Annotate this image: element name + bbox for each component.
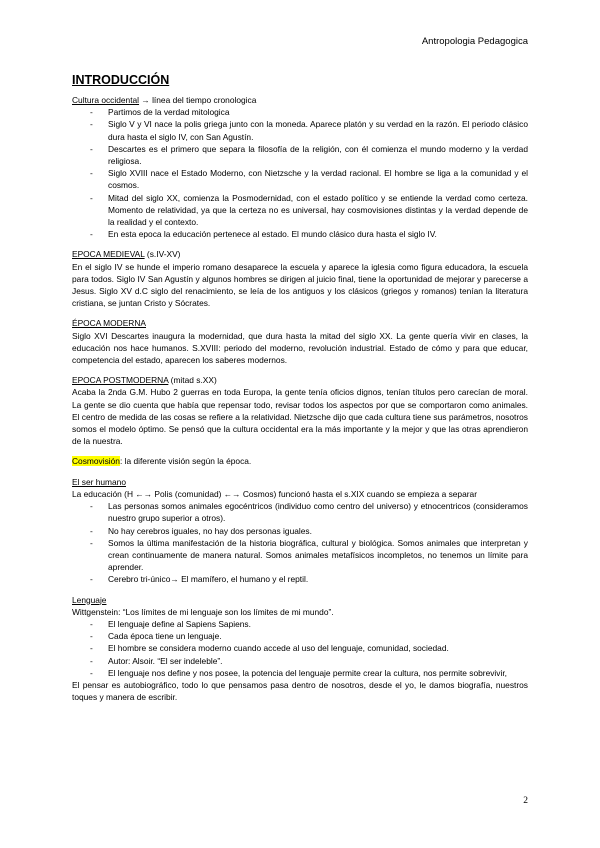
- bullet-list: [72, 500, 528, 585]
- list-item: - El lenguaje define al Sapiens Sapiens.: [108, 618, 528, 630]
- page-title: INTRODUCCIÓN: [72, 73, 170, 87]
- heading-rest: (s.IV-XV): [144, 249, 181, 260]
- section-ser-humano: [72, 476, 528, 586]
- list-item: - Siglo V y VI nace la polis griega junto con la moneda. Aparece platón y su verdad en la razón. El periodo clásico dura hasta el siglo IV, con San Agustín.: [108, 118, 528, 142]
- paragraph: El pensar es autobiográfico, todo lo que pensamos pasa dentro de nosotros, desde el yo, le damos biografía, nuestros toques y manera de escribir.: [72, 679, 528, 703]
- section-heading: [72, 94, 528, 106]
- section-epoca-medieval: [72, 248, 528, 309]
- definition-text: : la diferente visión según la época.: [119, 456, 252, 467]
- bullet-list: [72, 106, 528, 240]
- paragraph: Acaba la 2nda G.M. Hubo 2 guerras en toda Europa, la gente tenía oficios dignos, tenían títulos pero carecían de moral. La gente se dio cuenta que había que repensar todo, revisar todos los aspectos por que se comportaron como animales. El centro de medida de las cosas se refiere a la relatividad. Nietzsche dijo que cada cultura tiene sus parámetros, nosotros somos el modelo óptimo. Se pensó que la cultura occidental era la más importante y la mejor y que las otras aprendieron de la nuestra.: [72, 387, 528, 447]
- highlighted-term: Cosmovisión: [72, 456, 120, 467]
- list-item: - El lenguaje nos define y nos posee, la potencia del lenguaje permite crear la cultura, nos permite sobrevivir,: [108, 667, 528, 679]
- section-epoca-moderna: [72, 317, 528, 366]
- heading-label: ÉPOCA MODERNA: [72, 318, 146, 329]
- bullet-list: [72, 618, 528, 679]
- paragraph: En el siglo IV se hunde el imperio romano desaparece la escuela y aparece la iglesia como figura educadora, la escuela para todos. Siglo IV San Agustín y algunos hombres se dirigen al juicio final, tiene la oportunidad de mejorar y parecerse a Jesus. Siglo XV d.C siglo del renacimiento, se leía de los antiguos y los clásicos (griegos y romanos) tenían la literatura cristiana, se juntan Cristo y Sócrates.: [72, 261, 528, 309]
- page-number: 2: [523, 796, 528, 806]
- section-heading: [72, 317, 528, 329]
- page-content: [72, 72, 528, 711]
- list-item: - Cada época tiene un lenguaje.: [108, 630, 528, 642]
- list-item: - Siglo XVIII nace el Estado Moderno, con Nietzsche y la verdad racional. El hombre se liga a la comunidad y el cosmos.: [108, 167, 528, 191]
- paragraph: La educación (H ←→ Polis (comunidad) ←→ Cosmos) funcionó hasta el s.XIX cuando se empieza a separar: [72, 488, 477, 499]
- list-item: - Somos la última manifestación de la historia biográfica, cultural y biológica. Somos animales que interpretan y crean continuamente de manera natural. Somos animales metafísicos incompletos, no tenemos un límite para aprender.: [108, 537, 528, 574]
- section-lenguaje: [72, 594, 528, 704]
- section-heading: [72, 594, 528, 606]
- list-item: - El hombre se considera moderno cuando accede al uso del lenguaje, comunidad, sociedad.: [108, 642, 528, 654]
- section-cultura-occidental: [72, 94, 528, 240]
- list-item: - Las personas somos animales egocéntricos (individuo como centro del universo) y etnocentricos (consideramos nuestro grupo superior a otros).: [108, 500, 528, 524]
- section-heading: [72, 476, 528, 488]
- heading-label: El ser humano: [72, 476, 126, 487]
- list-item: - Descartes es el primero que separa la filosofía de la religión, con él comienza el mundo moderno y la verdad religiosa.: [108, 143, 528, 167]
- list-item: - Mitad del siglo XX, comienza la Posmodernidad, con el estado político y se entiende la verdad como certeza. Momento de relatividad, ya que la certeza no es universal, hay cosmovisiones distintas y la verdad depende de la realidad y el contexto.: [108, 192, 528, 229]
- paragraph: Wittgenstein: “Los límites de mi lenguaje son los límites de mi mundo”.: [72, 606, 334, 617]
- section-heading: [72, 248, 528, 260]
- list-item: - Cerebro tri-único→ El mamífero, el humano y el reptil.: [108, 573, 528, 585]
- heading-label: EPOCA POSTMODERNA: [72, 375, 169, 386]
- heading-rest: (mitad s.XX): [168, 375, 217, 386]
- list-item: - Partimos de la verdad mitologica: [108, 106, 528, 118]
- paragraph: Siglo XVI Descartes inaugura la modernidad, que dura hasta la mitad del siglo XX. La gente quería vivir en clases, la educación nos hace humanos. S.XVIII: periodo del moderno, revolución industrial. Estado de cómo y para que educar, competencia del estado, aparecen los saberes modernos.: [72, 330, 528, 366]
- paragraph: [72, 455, 528, 467]
- section-heading: [72, 374, 528, 386]
- heading-label: EPOCA MEDIEVAL: [72, 249, 145, 260]
- heading-label: Lenguaje: [72, 594, 107, 605]
- heading-rest: → línea del tiempo cronologica: [139, 95, 257, 105]
- page-header: Antropologia Pedagogica: [421, 36, 528, 47]
- list-item: - En esta epoca la educación pertenece al estado. El mundo clásico dura hasta el siglo IV.: [108, 228, 528, 240]
- section-cosmovision: [72, 455, 528, 467]
- list-item: - Autor: Alsoir. “El ser indeleble”.: [108, 655, 528, 667]
- list-item: - No hay cerebros iguales, no hay dos personas iguales.: [108, 525, 528, 537]
- section-epoca-postmoderna: [72, 374, 528, 447]
- heading-label: Cultura occidental: [72, 95, 140, 105]
